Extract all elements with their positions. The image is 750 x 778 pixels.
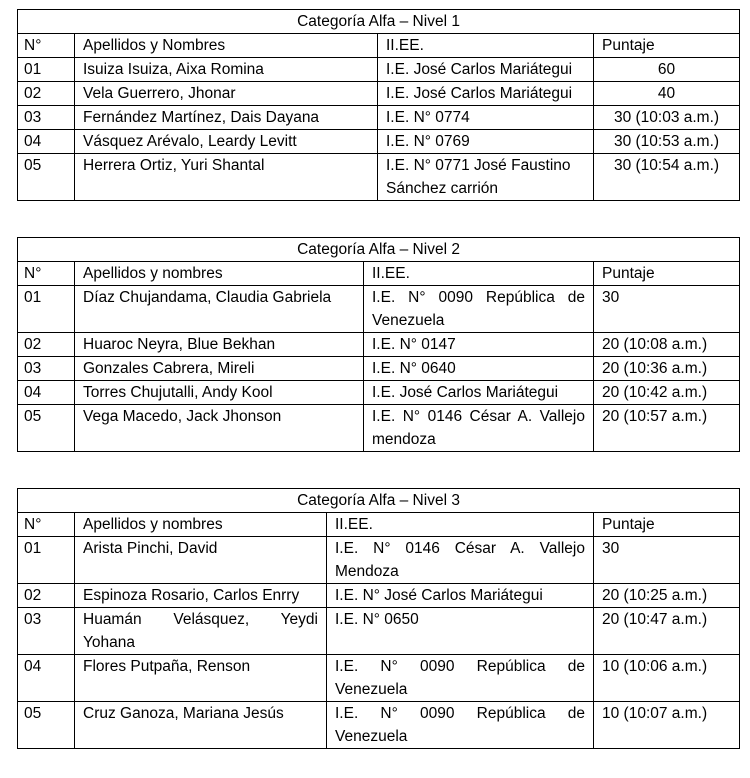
cell-name: Vásquez Arévalo, Leardy Levitt bbox=[75, 130, 378, 154]
table-row bbox=[18, 405, 740, 452]
header-school: II.EE. bbox=[378, 34, 594, 58]
header-name: Apellidos y Nombres bbox=[75, 34, 378, 58]
cell-number: 03 bbox=[18, 608, 75, 655]
cell-number: 04 bbox=[18, 381, 75, 405]
cell-number: 05 bbox=[18, 405, 75, 452]
cell-score: 20 (10:42 a.m.) bbox=[594, 381, 740, 405]
cell-school: I.E. N° 0090 República de Venezuela bbox=[327, 702, 594, 749]
cell-number: 05 bbox=[18, 702, 75, 749]
cell-name: Fernández Martínez, Dais Dayana bbox=[75, 106, 378, 130]
cell-number: 05 bbox=[18, 154, 75, 201]
cell-number: 01 bbox=[18, 58, 75, 82]
cell-score: 20 (10:08 a.m.) bbox=[594, 333, 740, 357]
cell-name: Torres Chujutalli, Andy Kool bbox=[75, 381, 364, 405]
header-number: N° bbox=[18, 34, 75, 58]
table-title-row bbox=[18, 238, 740, 262]
table-row bbox=[18, 357, 740, 381]
cell-number: 04 bbox=[18, 130, 75, 154]
cell-score: 20 (10:36 a.m.) bbox=[594, 357, 740, 381]
cell-name: Isuiza Isuiza, Aixa Romina bbox=[75, 58, 378, 82]
cell-number: 01 bbox=[18, 286, 75, 333]
cell-score: 60 bbox=[594, 58, 740, 82]
cell-school: I.E. José Carlos Mariátegui bbox=[364, 381, 594, 405]
cell-name: Díaz Chujandama, Claudia Gabriela bbox=[75, 286, 364, 333]
table-row bbox=[18, 106, 740, 130]
cell-school: I.E. N° José Carlos Mariátegui bbox=[327, 584, 594, 608]
cell-number: 02 bbox=[18, 584, 75, 608]
cell-school: I.E. José Carlos Mariátegui bbox=[378, 58, 594, 82]
table-row bbox=[18, 655, 740, 702]
table-title: Categoría Alfa – Nivel 3 bbox=[18, 489, 740, 513]
header-number: N° bbox=[18, 513, 75, 537]
table-header-row bbox=[18, 34, 740, 58]
header-number: N° bbox=[18, 262, 75, 286]
header-score: Puntaje bbox=[594, 34, 740, 58]
cell-name: Flores Putpaña, Renson bbox=[75, 655, 327, 702]
cell-score: 30 bbox=[594, 286, 740, 333]
cell-score: 20 (10:25 a.m.) bbox=[594, 584, 740, 608]
cell-name: Arista Pinchi, David bbox=[75, 537, 327, 584]
cell-score: 30 (10:54 a.m.) bbox=[594, 154, 740, 201]
header-school: II.EE. bbox=[327, 513, 594, 537]
table-row bbox=[18, 58, 740, 82]
cell-name: Herrera Ortiz, Yuri Shantal bbox=[75, 154, 378, 201]
table-row bbox=[18, 82, 740, 106]
cell-school: I.E. José Carlos Mariátegui bbox=[378, 82, 594, 106]
cell-school: I.E. N° 0146 César A. Vallejo Mendoza bbox=[327, 537, 594, 584]
header-name: Apellidos y nombres bbox=[75, 262, 364, 286]
cell-score: 20 (10:47 a.m.) bbox=[594, 608, 740, 655]
table-nivel-3 bbox=[17, 488, 740, 749]
table-row bbox=[18, 333, 740, 357]
cell-score: 30 (10:03 a.m.) bbox=[594, 106, 740, 130]
cell-school: I.E. N° 0774 bbox=[378, 106, 594, 130]
header-name: Apellidos y nombres bbox=[75, 513, 327, 537]
cell-name: Gonzales Cabrera, Mireli bbox=[75, 357, 364, 381]
table-row bbox=[18, 286, 740, 333]
table-row bbox=[18, 154, 740, 201]
cell-school: I.E. N° 0147 bbox=[364, 333, 594, 357]
cell-number: 02 bbox=[18, 333, 75, 357]
cell-score: 10 (10:06 a.m.) bbox=[594, 655, 740, 702]
cell-number: 02 bbox=[18, 82, 75, 106]
cell-name: Vela Guerrero, Jhonar bbox=[75, 82, 378, 106]
table-header-row bbox=[18, 262, 740, 286]
cell-score: 40 bbox=[594, 82, 740, 106]
table-header-row bbox=[18, 513, 740, 537]
table-row bbox=[18, 130, 740, 154]
cell-name: Cruz Ganoza, Mariana Jesús bbox=[75, 702, 327, 749]
table-nivel-2 bbox=[17, 237, 740, 452]
cell-school: I.E. N° 0769 bbox=[378, 130, 594, 154]
table-title-row bbox=[18, 489, 740, 513]
cell-score: 10 (10:07 a.m.) bbox=[594, 702, 740, 749]
header-score: Puntaje bbox=[594, 513, 740, 537]
table-nivel-1 bbox=[17, 9, 740, 201]
cell-score: 30 (10:53 a.m.) bbox=[594, 130, 740, 154]
cell-number: 03 bbox=[18, 106, 75, 130]
cell-school: I.E. N° 0771 José Faustino Sánchez carrión bbox=[378, 154, 594, 201]
table-title: Categoría Alfa – Nivel 1 bbox=[18, 10, 740, 34]
table-row bbox=[18, 608, 740, 655]
cell-name: Huaroc Neyra, Blue Bekhan bbox=[75, 333, 364, 357]
table-row bbox=[18, 702, 740, 749]
header-school: II.EE. bbox=[364, 262, 594, 286]
cell-number: 03 bbox=[18, 357, 75, 381]
table-title: Categoría Alfa – Nivel 2 bbox=[18, 238, 740, 262]
cell-score: 20 (10:57 a.m.) bbox=[594, 405, 740, 452]
cell-school: I.E. N° 0090 República de Venezuela bbox=[327, 655, 594, 702]
table-row bbox=[18, 381, 740, 405]
cell-school: I.E. N° 0650 bbox=[327, 608, 594, 655]
table-title-row bbox=[18, 10, 740, 34]
cell-name: Huamán Velásquez, Yeydi Yohana bbox=[75, 608, 327, 655]
cell-school: I.E. N° 0640 bbox=[364, 357, 594, 381]
cell-name: Espinoza Rosario, Carlos Enrry bbox=[75, 584, 327, 608]
cell-number: 04 bbox=[18, 655, 75, 702]
cell-score: 30 bbox=[594, 537, 740, 584]
table-row bbox=[18, 537, 740, 584]
cell-school: I.E. N° 0090 República de Venezuela bbox=[364, 286, 594, 333]
cell-number: 01 bbox=[18, 537, 75, 584]
table-row bbox=[18, 584, 740, 608]
header-score: Puntaje bbox=[594, 262, 740, 286]
cell-school: I.E. N° 0146 César A. Vallejo mendoza bbox=[364, 405, 594, 452]
cell-name: Vega Macedo, Jack Jhonson bbox=[75, 405, 364, 452]
